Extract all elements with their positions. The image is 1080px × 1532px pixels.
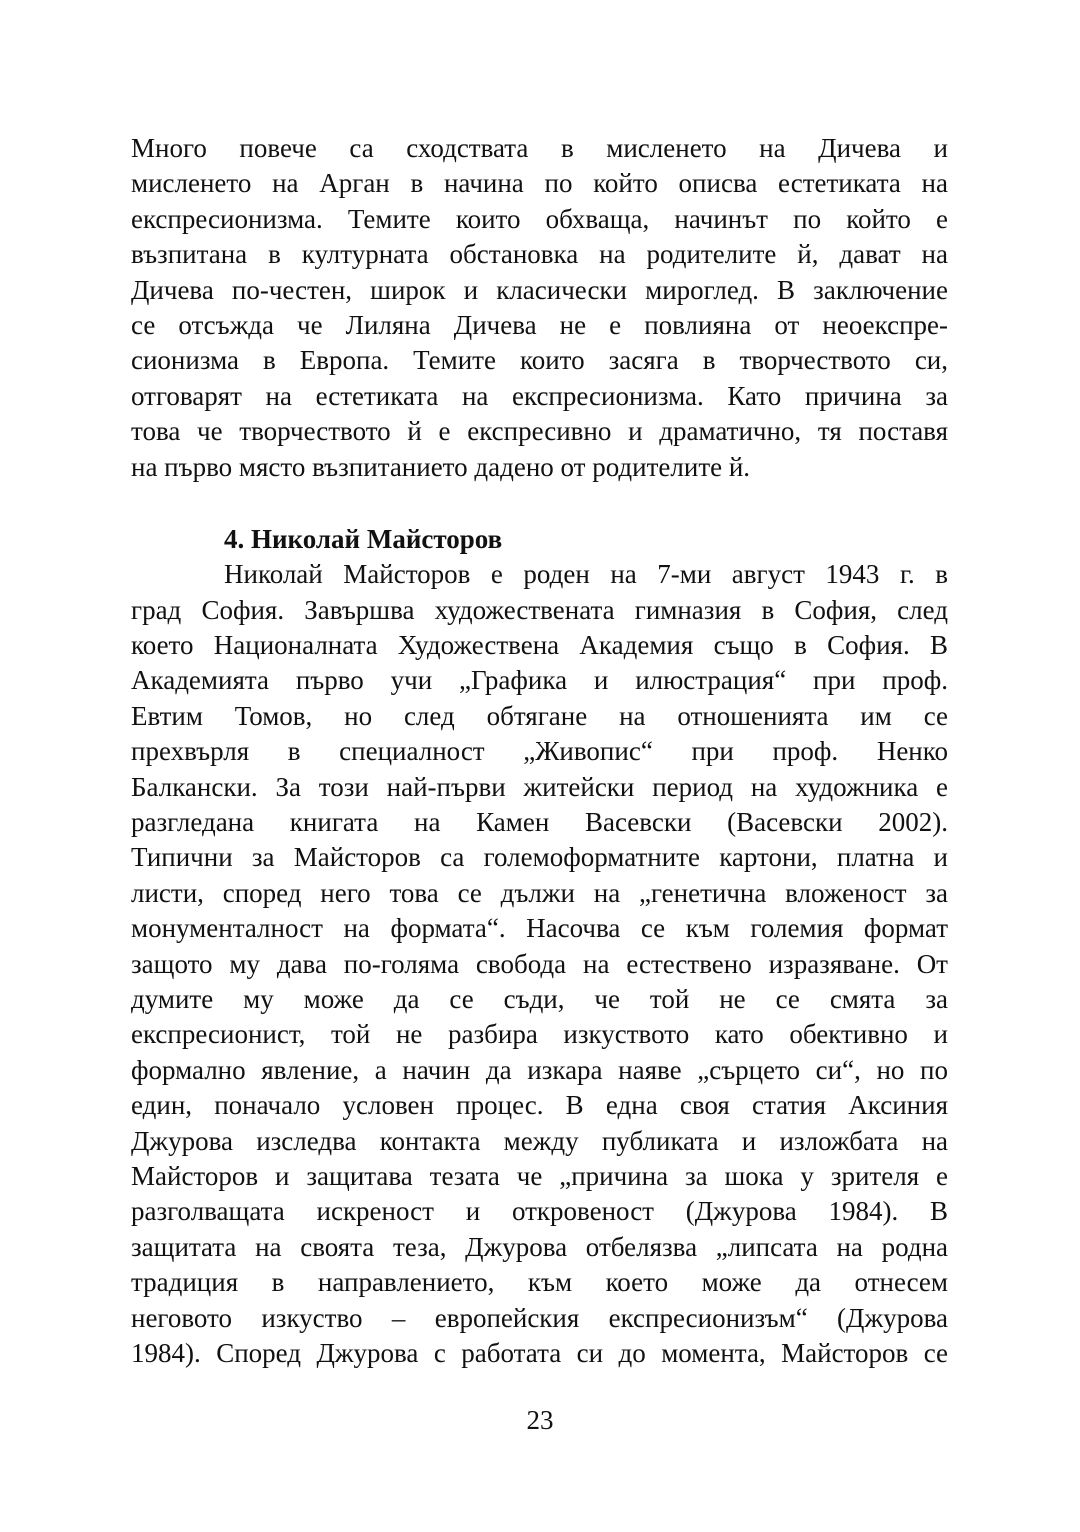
text-line: един, поначало условен процес. В една своя статия Аксиния	[131, 1090, 948, 1121]
text-line: неговото изкуство – европейския експресионизъм“ (Джурова	[131, 1302, 948, 1333]
text-line: се отсъжда че Лиляна Дичева не е повлияна от неоекспре-	[131, 309, 948, 340]
text-line: Николай Майсторов е роден на 7-ми август 1943 г. в	[224, 559, 948, 590]
text-line: Майсторов и защитава тезата че „причина за шока у зрителя е	[131, 1160, 948, 1191]
text-line: това че творчеството й е експресивно и драматично, тя поставя	[131, 416, 948, 447]
text-line: монументалност на формата“. Насочва се към големия формат	[131, 913, 948, 944]
text-line: традиция в направлението, към което може да отнесем	[131, 1267, 948, 1298]
text-line: Много повече са сходствата в мисленето на Дичева и	[131, 133, 948, 163]
text-line: думите му може да се съди, че той не се смята за	[131, 983, 948, 1014]
text-line: разгледана книгата на Камен Васевски (Васевски 2002).	[131, 807, 948, 838]
page-body	[131, 131, 948, 1371]
text-line: листи, според него това се дължи на „генетична вложеност за	[131, 877, 948, 908]
text-line: експресионизма. Темите които обхваща, начинът по който е	[131, 203, 948, 234]
text-line: сионизма в Европа. Темите които засяга в творчеството си,	[131, 345, 948, 376]
text-line: Балкански. За този най-първи житейски период на художника е	[131, 771, 948, 802]
text-line: Академията първо учи „Графика и илюстрация“ при проф.	[131, 665, 948, 696]
section-heading: 4. Николай Майсторов	[224, 523, 503, 554]
text-line: мисленето на Арган в начина по който описва естетиката на	[131, 168, 948, 199]
text-line: Евтим Томов, но след обтягане на отношенията им се	[131, 700, 948, 731]
text-line: защитата на своята теза, Джурова отбелязва „липсата на родна	[131, 1231, 948, 1262]
text-line: град София. Завършва художествената гимназия в София, след	[131, 594, 948, 625]
page-number: 23	[526, 1405, 554, 1435]
text-line: експресионист, той не разбира изкуството като обективно и	[131, 1019, 948, 1050]
text-line: формално явление, а начин да изкара наяве „сърцето си“, но по	[131, 1054, 948, 1085]
text-line: Джурова изследва контакта между публиката и изложбата на	[131, 1125, 948, 1156]
paragraph-2	[131, 557, 948, 1371]
paragraph-gap	[131, 485, 948, 522]
text-line: отговарят на естетиката на експресионизма. Като причина за	[131, 380, 948, 411]
text-line: възпитана в културната обстановка на родителите й, дават на	[131, 239, 948, 270]
text-line: защото му дава по-голяма свобода на естествено изразяване. От	[131, 948, 948, 979]
text-line: 1984). Според Джурова с работата си до момента, Майсторов се	[131, 1337, 948, 1368]
text-line: разголващата искреност и откровеност (Джурова 1984). В	[131, 1196, 948, 1227]
text-line: Дичева по-честен, широк и класически мироглед. В заключение	[131, 274, 948, 305]
text-line: на първо място възпитанието дадено от родителите й.	[131, 451, 751, 482]
text-line: което Националната Художествена Академия също в София. В	[131, 630, 948, 661]
text-line: прехвърля в специалност „Живопис“ при проф. Ненко	[131, 736, 948, 767]
text-line: Типични за Майсторов са големоформатните картони, платна и	[131, 842, 948, 873]
paragraph-1	[131, 131, 948, 485]
